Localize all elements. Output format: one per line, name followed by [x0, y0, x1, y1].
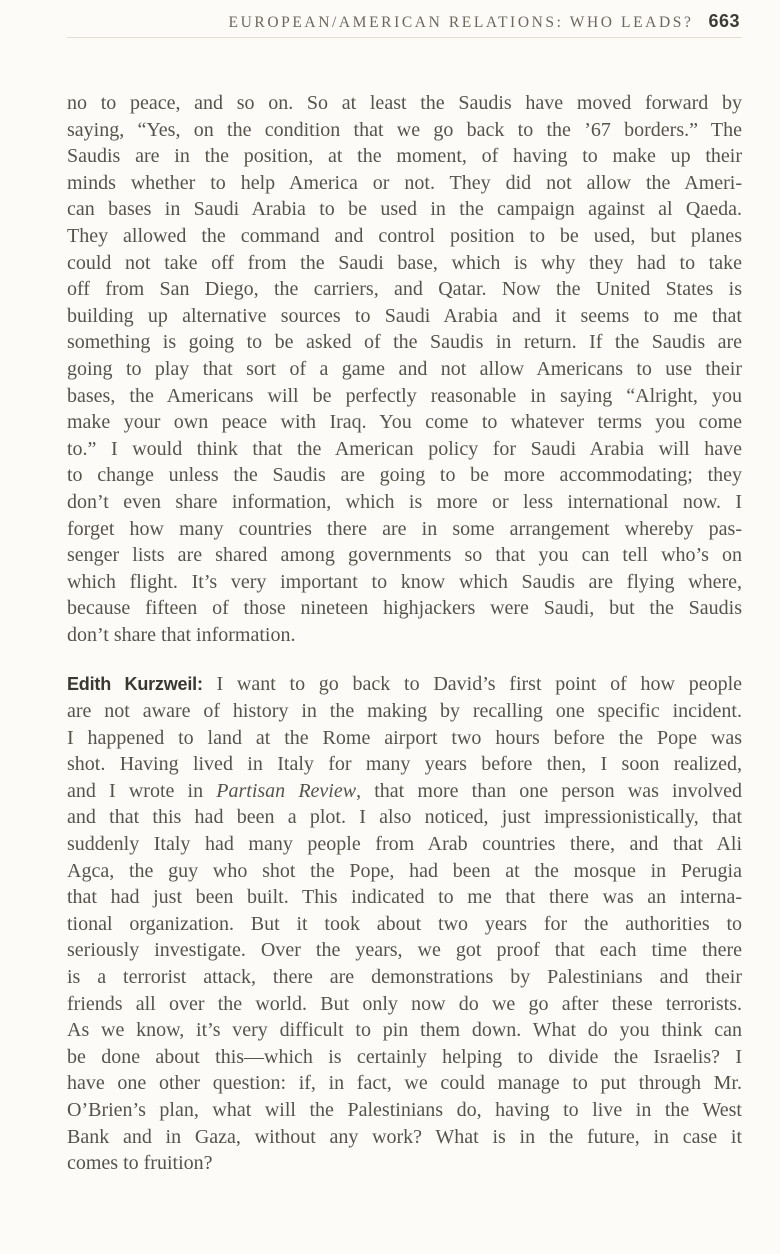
text-line [67, 911, 742, 938]
text-segment: could not take off from the Saudi base, which is why they had to take [67, 251, 742, 274]
text-segment: something is going to be asked of the Saudis in return. If the Saudis are [67, 331, 742, 354]
text-segment: to change unless the Saudis are going to be more accommodating; they [67, 464, 742, 487]
text-segment: minds whether to help America or not. They did not allow the Ameri- [67, 171, 742, 194]
text-segment: and that this had been a plot. I also noticed, just impressionistically, that [67, 806, 742, 829]
text-segment: Saudis are in the position, at the moment, of having to make up their [67, 145, 742, 168]
text-line [67, 1150, 742, 1177]
text-segment: comes to fruition? [67, 1152, 213, 1175]
text-segment: be done about this—which is certainly helping to divide the Israelis? I [67, 1045, 742, 1068]
text-segment: don’t even share information, which is more or less international now. I [67, 490, 742, 513]
text-line [67, 858, 742, 885]
text-segment: are not aware of history in the making by recalling one specific incident. [67, 700, 742, 723]
text-segment: I want to go back to David’s first point of how people [202, 673, 742, 696]
text-segment: I happened to land at the Rome airport two hours before the Pope was [67, 726, 742, 749]
text-line [67, 671, 742, 698]
text-segment: off from San Diego, the carriers, and Qatar. Now the United States is [67, 278, 742, 301]
saudi-discussion-paragraph [67, 90, 742, 648]
text-segment: that had just been built. This indicated to me that there was an interna- [67, 886, 742, 909]
text-segment: make your own peace with Iraq. You come to whatever terms you come [67, 411, 742, 434]
text-segment: have one other question: if, in fact, we could manage to put through Mr. [67, 1072, 742, 1095]
text-segment: Agca, the guy who shot the Pope, had been at the mosque in Perugia [67, 859, 742, 882]
text-line [67, 622, 742, 649]
text-segment: seriously investigate. Over the years, we got proof that each time there [67, 939, 742, 962]
text-segment: which flight. It’s very important to know which Saudis are flying where, [67, 570, 742, 593]
text-line [67, 170, 742, 197]
text-line [67, 725, 742, 752]
text-segment: no to peace, and so on. So at least the Saudis have moved forward by [67, 92, 742, 114]
text-segment: friends all over the world. But only now do we go after these terrorists. [67, 992, 742, 1015]
header-rule [67, 37, 742, 38]
text-line [67, 964, 742, 991]
text-segment: forget how many countries there are in some arrangement whereby pas- [67, 517, 742, 540]
text-segment: is a terrorist attack, there are demonstrations by Palestinians and their [67, 966, 742, 988]
running-head-title: EUROPEAN/AMERICAN RELATIONS: WHO LEADS? [228, 14, 694, 31]
text-line [67, 356, 742, 383]
text-line [67, 804, 742, 831]
text-line [67, 223, 742, 250]
text-segment: don’t share that information. [67, 623, 296, 646]
text-segment: They allowed the command and control position to be used, but planes [67, 224, 742, 247]
text-line [67, 751, 742, 778]
text-line [67, 1070, 742, 1097]
text-segment: bases, the Americans will be perfectly reasonable in saying “Alright, you [67, 384, 742, 407]
text-line [67, 516, 742, 543]
text-line [67, 462, 742, 489]
page-number: 663 [708, 11, 740, 31]
text-segment: shot. Having lived in Italy for many years before then, I soon realized, [67, 753, 742, 776]
text-segment: saying, “Yes, on the condition that we go back to the ’67 borders.” The [67, 118, 742, 141]
text-line [67, 303, 742, 330]
text-line [67, 90, 742, 117]
text-line [67, 436, 742, 463]
text-segment: and I wrote in [67, 779, 217, 802]
text-line [67, 329, 742, 356]
text-line [67, 276, 742, 303]
text-segment: , that more than one person was involved [356, 779, 743, 802]
text-line [67, 143, 742, 170]
text-segment: As we know, it’s very difficult to pin them down. What do you think can [67, 1019, 742, 1042]
page-body [67, 90, 742, 1177]
text-line [67, 1044, 742, 1071]
text-line [67, 778, 742, 805]
text-line [67, 698, 742, 725]
text-line [67, 1124, 742, 1151]
kurzweil-paragraph [67, 671, 742, 1176]
text-segment: building up alternative sources to Saudi Arabia and it seems to me that [67, 304, 742, 327]
text-segment: tional organization. But it took about two years for the authorities to [67, 912, 742, 935]
text-segment: going to play that sort of a game and not allow Americans to use their [67, 357, 742, 380]
speaker-name: Edith Kurzweil: [67, 674, 203, 695]
text-segment: because fifteen of those nineteen highjackers were Saudi, but the Saudis [67, 597, 742, 620]
text-line [67, 489, 742, 516]
text-segment: Bank and in Gaza, without any work? What is in the future, in case it [67, 1125, 742, 1148]
text-segment: to.” I would think that the American policy for Saudi Arabia will have [67, 437, 742, 460]
text-segment: can bases in Saudi Arabia to be used in the campaign against al Qaeda. [67, 198, 742, 221]
publication-title: Partisan Review [216, 779, 357, 802]
text-line [67, 196, 742, 223]
text-line [67, 937, 742, 964]
text-segment: suddenly Italy had many people from Arab countries there, and that Ali [67, 833, 742, 856]
text-segment: O’Brien’s plan, what will the Palestinians do, having to live in the West [67, 1098, 742, 1121]
text-line [67, 117, 742, 144]
text-line [67, 595, 742, 622]
text-line [67, 409, 742, 436]
text-line [67, 991, 742, 1018]
text-line [67, 1097, 742, 1124]
text-line [67, 542, 742, 569]
running-head [67, 11, 740, 32]
text-line [67, 383, 742, 410]
text-segment: senger lists are shared among governments so that you can tell who’s on [67, 544, 742, 567]
text-line [67, 831, 742, 858]
text-line [67, 884, 742, 911]
text-line [67, 569, 742, 596]
text-line [67, 250, 742, 277]
text-line [67, 1017, 742, 1044]
